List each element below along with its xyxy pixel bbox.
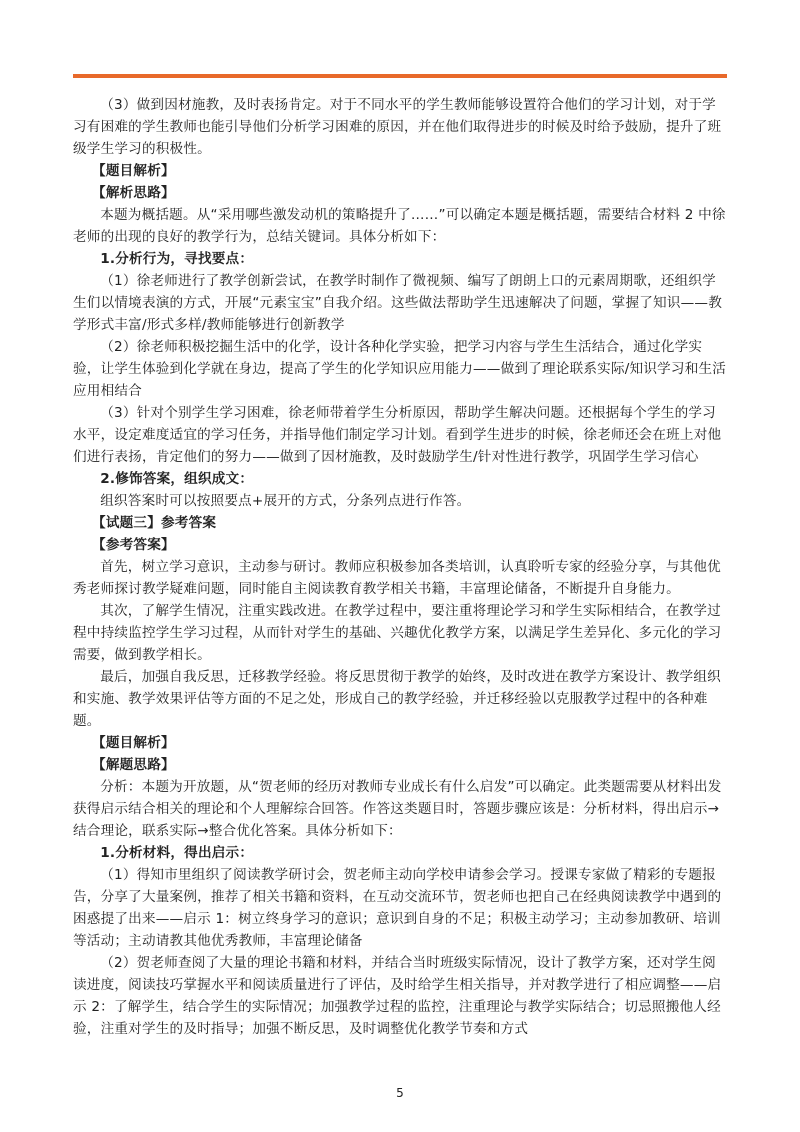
- paragraph: （3）针对个别学生学习困难，徐老师带着学生分析原因，帮助学生解决问题。还根据每个学生的学习水平，设定难度适宜的学习任务，并指导他们制定学习计划。看到学生进步的时候，徐老师还会在班上对他们进行表扬，肯定他们的努力——做到了因材施教，及时鼓励学生/针对性进行教学，巩固学生学习信心: [73, 405, 722, 465]
- paragraph: 分析：本题为开放题，从“贺老师的经历对教师专业成长有什么启发”可以确定。此类题需要从材料出发获得启示结合相关的理论和个人理解综合回答。作答这类题目时，答题步骤应该是：分析材料，得出启示→结合理论，联系实际→整合优化答案。具体分析如下：: [73, 779, 722, 839]
- paragraph: 组织答案时可以按照要点+展开的方式，分条列点进行作答。: [100, 493, 471, 509]
- header-rule: [73, 74, 727, 78]
- section-heading: 【试题三】参考答案: [92, 515, 217, 531]
- subsection-heading: 1.分析行为，寻找要点：: [100, 251, 254, 267]
- document-body: [73, 94, 727, 1040]
- paragraph: （2）徐老师积极挖掘生活中的化学，设计各种化学实验，把学习内容与学生生活结合，通过化学实验，让学生体验到化学就在身边，提高了学生的化学知识应用能力——做到了理论联系实际/知识学习和生活应用相结合: [73, 339, 727, 399]
- paragraph: （3）做到因材施教，及时表扬肯定。对于不同水平的学生教师能够设置符合他们的学习计划，对于学习有困难的学生教师也能引导他们分析学习困难的原因，并在他们取得进步的时候及时给予鼓励，提升了班级学生学习的积极性。: [73, 97, 722, 157]
- paragraph: 最后，加强自我反思，迁移教学经验。将反思贯彻于教学的始终，及时改进在教学方案设计、教学组织和实施、教学效果评估等方面的不足之处，形成自己的教学经验，并迁移经验以克服教学过程中的各种难题。: [73, 669, 721, 729]
- section-heading: 【题目解析】: [92, 163, 175, 179]
- section-heading: 【解题思路】: [92, 757, 175, 773]
- section-heading: 【参考答案】: [92, 537, 175, 553]
- page-number: 5: [396, 1086, 404, 1100]
- section-heading: 【解析思路】: [92, 185, 175, 201]
- subsection-heading: 2.修饰答案，组织成文：: [100, 471, 254, 487]
- paragraph: 其次，了解学生情况，注重实践改进。在教学过程中，要注重将理论学习和学生实际相结合，在教学过程中持续监控学生学习过程，从而针对学生的基础、兴趣优化教学方案，以满足学生差异化、多元化的学习需要，做到教学相长。: [73, 603, 722, 663]
- paragraph: 本题为概括题。从“采用哪些激发动机的策略提升了……”可以确定本题是概括题，需要结合材料 2 中徐老师的出现的良好的教学行为，总结关键词。具体分析如下：: [73, 207, 726, 245]
- subsection-heading: 1.分析材料，得出启示：: [100, 845, 254, 861]
- paragraph: （1）得知市里组织了阅读教学研讨会，贺老师主动向学校申请参会学习。授课专家做了精彩的专题报告，分享了大量案例，推荐了相关书籍和资料，在互动交流环节，贺老师也把自己在经典阅读教学中遇到的困惑提了出来——启示 1：树立终身学习的意识；意识到自身的不足；积极主动学习；主动参加教研、培训等活动；主动请教其他优秀教师，丰富理论储备: [73, 867, 722, 949]
- paragraph: （1）徐老师进行了教学创新尝试，在教学时制作了微视频、编写了朗朗上口的元素周期歌，还组织学生们以情境表演的方式，开展“元素宝宝”自我介绍。这些做法帮助学生迅速解决了问题，掌握了知识——教学形式丰富/形式多样/教师能够进行创新教学: [73, 273, 722, 333]
- section-heading: 【题目解析】: [92, 735, 175, 751]
- paragraph: （2）贺老师查阅了大量的理论书籍和材料，并结合当时班级实际情况，设计了教学方案，还对学生阅读进度，阅读技巧掌握水平和阅读质量进行了评估，及时给学生相关指导，并对教学进行了相应调整——启示 2：了解学生，结合学生的实际情况；加强教学过程的监控，注重理论与教学实际结合；切忌照搬他人经验，注重对学生的及时指导；加强不断反思，及时调整优化教学节奏和方式: [73, 955, 722, 1037]
- paragraph: 首先，树立学习意识，主动参与研讨。教师应积极参加各类培训，认真聆听专家的经验分享，与其他优秀老师探讨教学疑难问题，同时能自主阅读教育教学相关书籍，丰富理论储备，不断提升自身能力。: [73, 559, 721, 597]
